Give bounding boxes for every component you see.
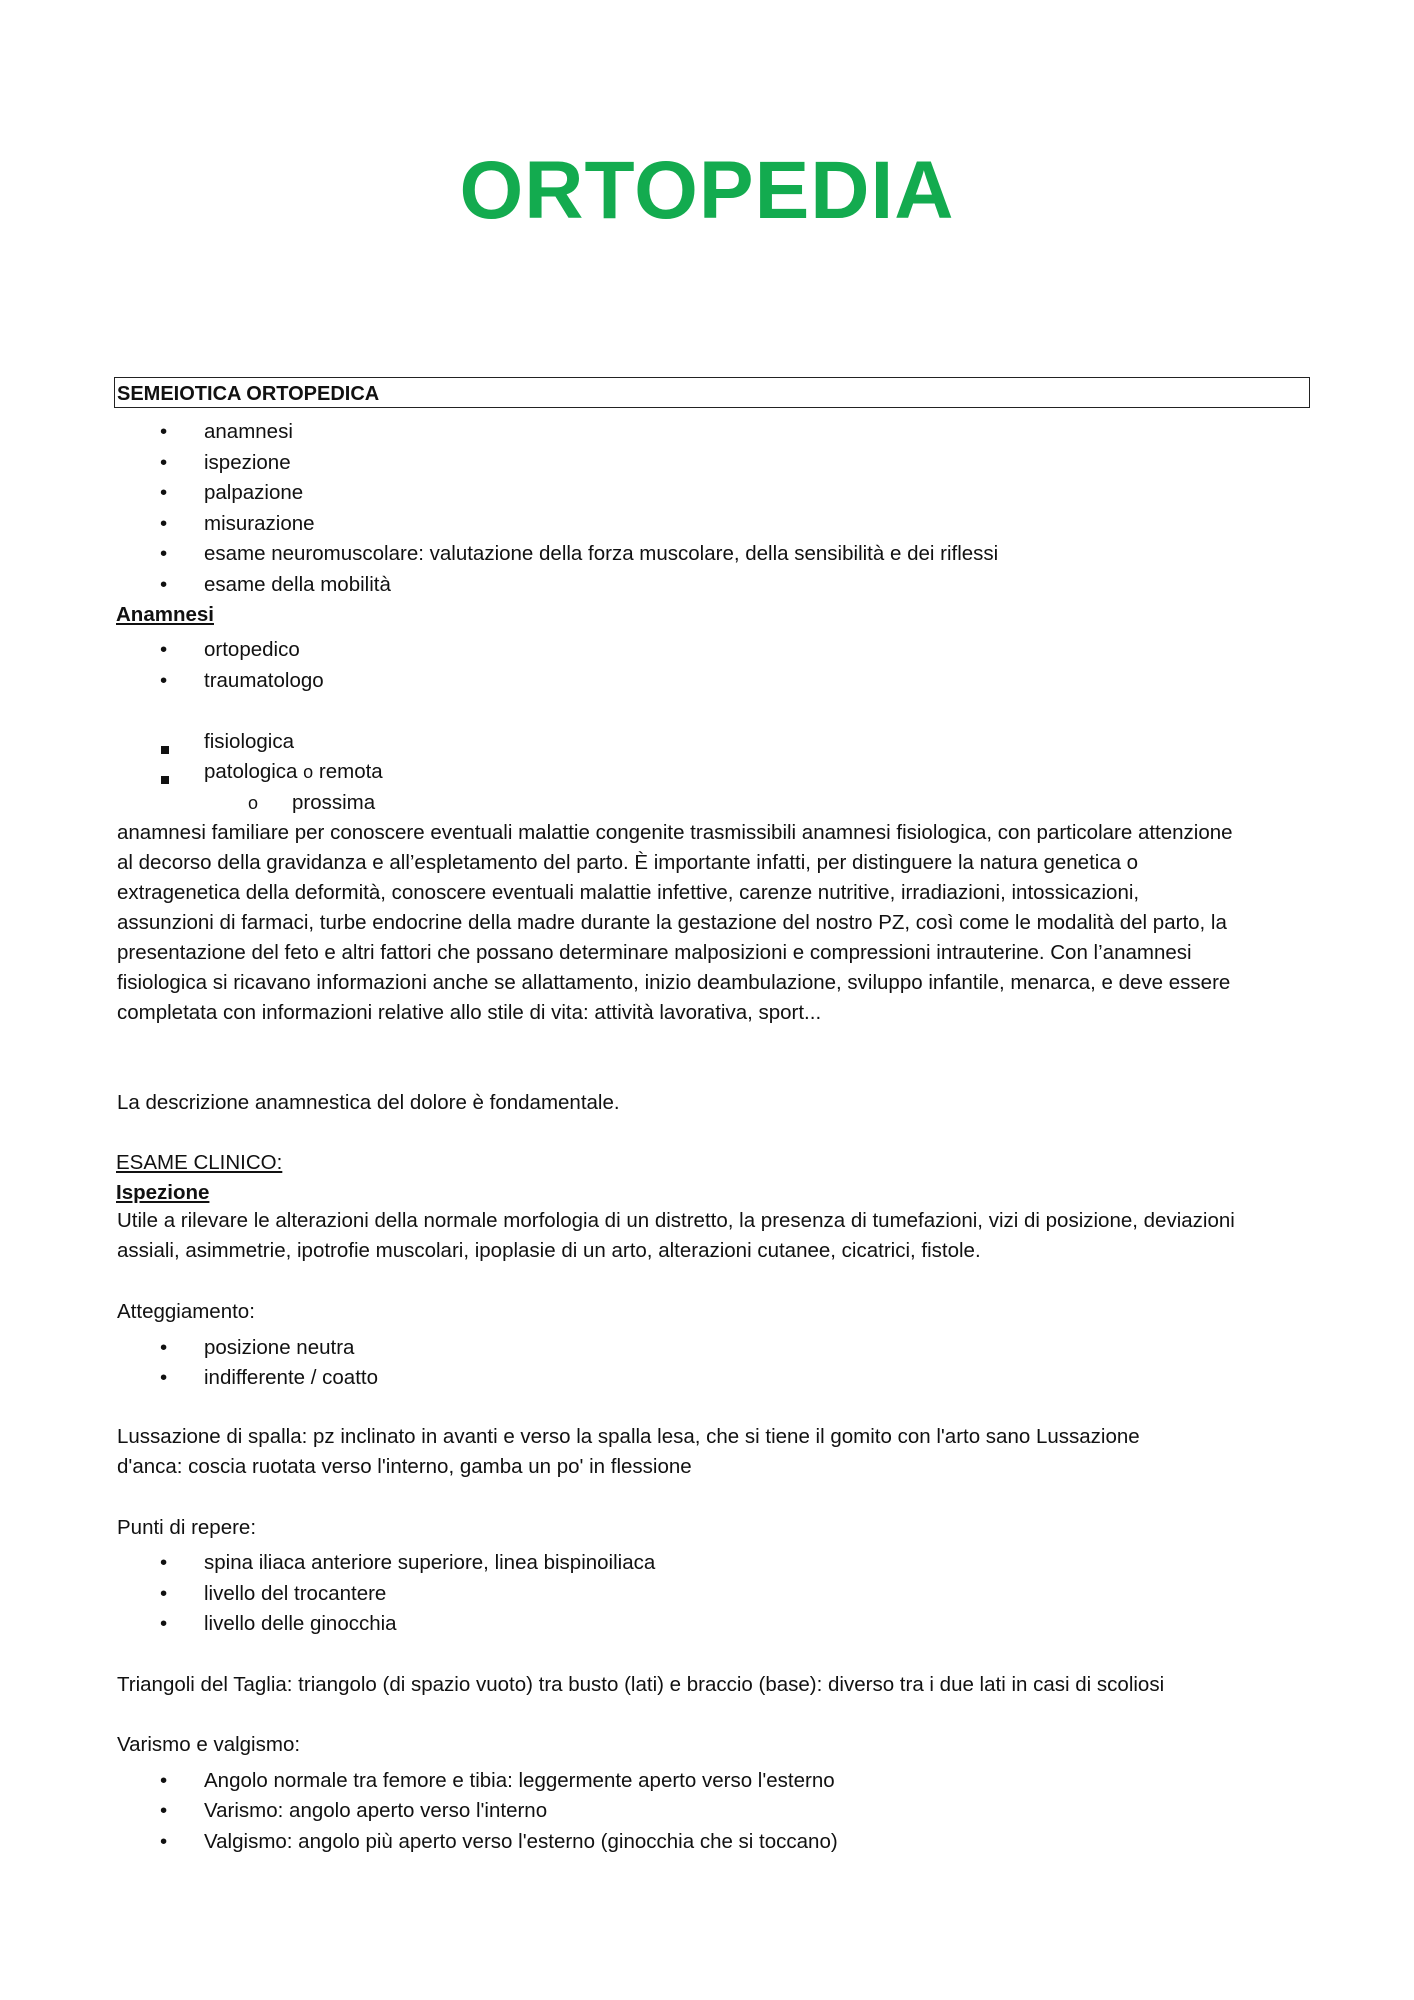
bullet-icon: • [160, 451, 168, 474]
paragraph-line: presentazione del feto e altri fattori che possano determinare malposizioni e compressioni intrauterine. Con l’anamnesi [117, 941, 1192, 964]
list-item: Varismo: angolo aperto verso l'interno [204, 1799, 548, 1822]
list-item: livello delle ginocchia [204, 1612, 397, 1635]
paragraph-line: assunzioni di farmaci, turbe endocrine della madre durante la gestazione del nostro PZ, così come le modalità del parto, la [117, 911, 1227, 934]
square-bullet-icon [161, 738, 169, 759]
bullet-icon: • [160, 512, 168, 535]
dolore-text: La descrizione anamnestica del dolore è fondamentale. [117, 1091, 620, 1114]
paragraph-line: anamnesi familiare per conoscere eventuali malattie congenite trasmissibili anamnesi fisiologica, con particolare attenzione [117, 821, 1233, 844]
anamnesi-paragraph [117, 818, 1317, 1028]
paragraph-line: fisiologica si ricavano informazioni anche se allattamento, inizio deambulazione, sviluppo infantile, menarca, e deve essere [117, 971, 1231, 994]
list-item: spina iliaca anteriore superiore, linea bispinoiliaca [204, 1551, 656, 1574]
paragraph-line: Utile a rilevare le alterazioni della normale morfologia di un distretto, la presenza di tumefazioni, vizi di posizione, deviazioni [117, 1209, 1235, 1232]
atteggiamento-label: Atteggiamento: [117, 1300, 255, 1323]
circle-bullet-icon: o [248, 793, 259, 813]
list-item: esame della mobilità [204, 573, 391, 596]
anamnesi-heading: Anamnesi [116, 603, 214, 626]
paragraph-line: assiali, asimmetrie, ipotrofie muscolari, ipoplasie di un arto, alterazioni cutanee, cicatrici, fistole. [117, 1239, 981, 1262]
list-item: anamnesi [204, 420, 293, 443]
list-item: ortopedico [204, 638, 300, 661]
bullet-icon: • [160, 481, 168, 504]
bullet-icon: • [160, 573, 168, 596]
varismo-label: Varismo e valgismo: [117, 1733, 301, 1756]
paragraph-line: completata con informazioni relative allo stile di vita: attività lavorativa, sport... [117, 1001, 822, 1024]
bullet-icon: • [160, 638, 168, 661]
ispezione-paragraph [117, 1206, 1317, 1266]
list-item: indifferente / coatto [204, 1366, 378, 1389]
list-item: Valgismo: angolo più aperto verso l'esterno (ginocchia che si toccano) [204, 1830, 838, 1853]
list-item: ispezione [204, 451, 291, 474]
bullet-icon: • [160, 542, 168, 565]
paragraph-line: d'anca: coscia ruotata verso l'interno, gamba un po' in flessione [117, 1455, 692, 1478]
circle-bullet-icon: o [303, 762, 314, 782]
section-heading: SEMEIOTICA ORTOPEDICA [117, 383, 380, 405]
paragraph-line: extragenetica della deformità, conoscere eventuali malattie infettive, carenze nutritive, irradiazioni, intossicazioni, [117, 881, 1140, 904]
list-item: livello del trocantere [204, 1582, 387, 1605]
ispezione-heading: Ispezione [116, 1181, 210, 1204]
bullet-icon: • [160, 1612, 168, 1635]
punti-label: Punti di repere: [117, 1516, 257, 1539]
lussazione-paragraph [117, 1422, 1317, 1482]
list-item: palpazione [204, 481, 304, 504]
section-heading-box [114, 377, 1310, 408]
document-title: ORTOPEDIA [459, 145, 955, 236]
list-item: esame neuromuscolare: valutazione della forza muscolare, della sensibilità e dei riflessi [204, 542, 999, 565]
list-item: Angolo normale tra femore e tibia: leggermente aperto verso l'esterno [204, 1769, 835, 1792]
bullet-icon: • [160, 1830, 168, 1853]
bullet-icon: • [160, 669, 168, 692]
bullet-icon: • [160, 1551, 168, 1574]
square-bullet-icon [161, 768, 169, 789]
taglia-text: Triangoli del Taglia: triangolo (di spazio vuoto) tra busto (lati) e braccio (base): diverso tra i due lati in casi di scoliosi [117, 1673, 1165, 1696]
paragraph-line: Lussazione di spalla: pz inclinato in avanti e verso la spalla lesa, che si tiene il gomito con l'arto sano Lussazione [117, 1425, 1140, 1448]
patologica-label: patologica [204, 760, 298, 783]
bullet-icon: • [160, 1799, 168, 1822]
list-item-fisiologica: fisiologica [204, 730, 295, 753]
bullet-icon: • [160, 420, 168, 443]
remota-label: remota [318, 760, 383, 783]
bullet-icon: • [160, 1366, 168, 1389]
list-item-patologica [204, 762, 383, 783]
list-item: posizione neutra [204, 1336, 355, 1359]
bullet-icon: • [160, 1582, 168, 1605]
list-item: misurazione [204, 512, 315, 535]
bullet-icon: • [160, 1769, 168, 1792]
esame-clinico-heading: ESAME CLINICO: [116, 1151, 283, 1174]
paragraph-line: al decorso della gravidanza e all’espletamento del parto. È importante infatti, per distinguere la natura genetica o [117, 851, 1139, 874]
bullet-icon: • [160, 1336, 168, 1359]
list-item-prossima: prossima [292, 791, 376, 814]
list-item: traumatologo [204, 669, 324, 692]
